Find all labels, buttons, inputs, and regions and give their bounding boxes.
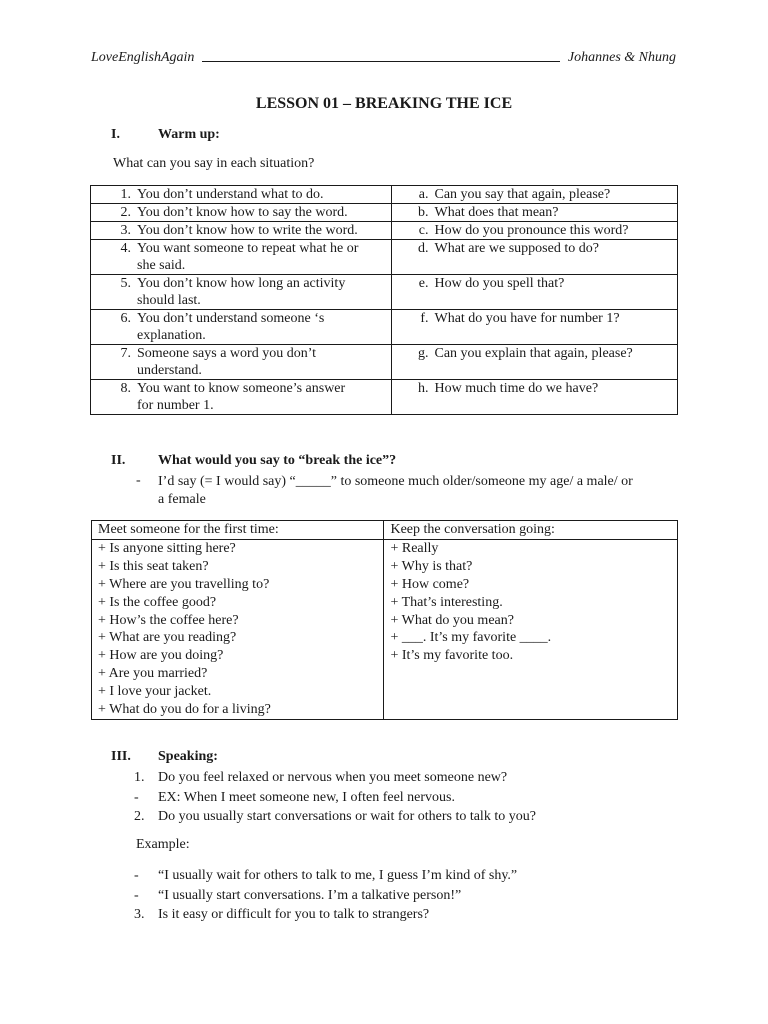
list-item — [134, 905, 674, 925]
warmup-row — [91, 310, 678, 345]
situation-line — [91, 310, 391, 327]
header-rule — [202, 61, 559, 62]
response-cell — [392, 275, 678, 310]
response-line — [392, 345, 677, 362]
response-text: How do you spell that? — [434, 276, 565, 291]
phrase-item: + Really — [390, 540, 439, 556]
col2-phrases — [384, 539, 678, 719]
situation-cell — [91, 186, 392, 204]
response-cell — [392, 310, 678, 345]
response-cell — [392, 186, 678, 204]
situation-text: should last. — [137, 293, 201, 308]
section-1-title-text: Warm up: — [158, 127, 220, 142]
response-letter: f. — [420, 311, 429, 326]
response-letter: d. — [417, 241, 429, 256]
situation-number: 1. — [120, 187, 131, 202]
warmup-table — [90, 185, 678, 415]
section-3-title — [158, 749, 218, 765]
situation-cell — [91, 310, 392, 345]
response-cell — [392, 240, 678, 275]
situation-number — [91, 327, 137, 344]
icebreaker-table — [91, 520, 678, 720]
phrase-item: + ___. It’s my favorite ____. — [390, 630, 552, 646]
situation-line — [91, 257, 391, 274]
list-item — [134, 788, 674, 808]
warmup-row — [91, 186, 678, 204]
icebreaker-body-row — [92, 539, 678, 719]
situation-text: You don’t know how long an activity — [137, 276, 346, 291]
situation-number: 8. — [120, 381, 131, 396]
list-marker: 2. — [134, 809, 145, 824]
situation-number: 2. — [120, 205, 131, 220]
response-line — [392, 240, 677, 257]
section-1-number: I. — [111, 127, 120, 142]
situation-text: You don’t know how to write the word. — [137, 223, 358, 238]
situation-cell — [91, 345, 392, 380]
situation-line — [91, 327, 391, 344]
situation-cell — [91, 275, 392, 310]
header-left-text: LoveEnglishAgain — [91, 50, 195, 65]
situation-line — [91, 204, 391, 221]
icebreaker-header-row — [92, 521, 678, 540]
situation-line — [91, 275, 391, 292]
page-header — [91, 46, 676, 66]
list-item — [134, 866, 674, 886]
section-1-title — [158, 127, 220, 143]
section-2-bullet-line: I’d say (= I would say) “_____” to someone much older/someone my age/ a male/ or — [158, 474, 633, 489]
section-2-bullet-line: a female — [158, 492, 206, 507]
response-cell — [392, 222, 678, 240]
warmup-table-body — [91, 186, 678, 415]
phrase-item: + Are you married? — [98, 666, 208, 682]
list-text: Do you feel relaxed or nervous when you meet someone new? — [158, 770, 508, 785]
warmup-row — [91, 204, 678, 222]
response-text: What do you have for number 1? — [434, 311, 620, 326]
response-line — [392, 204, 677, 221]
situation-cell — [91, 222, 392, 240]
list-item — [134, 807, 674, 827]
phrase-item: + That’s interesting. — [390, 594, 503, 610]
phrase-item: + How’s the coffee here? — [98, 612, 239, 628]
response-text: How do you pronounce this word? — [434, 223, 629, 238]
section-3-number — [111, 749, 131, 765]
phrase-item: + Is the coffee good? — [98, 594, 217, 610]
phrase-item: + What do you mean? — [390, 612, 514, 628]
situation-cell — [91, 240, 392, 275]
list-marker: 1. — [134, 770, 145, 785]
situation-line — [91, 345, 391, 362]
response-cell — [392, 345, 678, 380]
situation-text: You want to know someone’s answer — [137, 381, 346, 396]
response-text: Can you explain that again, please? — [434, 346, 633, 361]
response-text: What does that mean? — [434, 205, 559, 220]
section-2-title-text: What would you say to “break the ice”? — [158, 453, 397, 468]
col2-header: Keep the conversation going: — [384, 521, 678, 540]
situation-number — [91, 362, 137, 379]
situation-line — [91, 380, 391, 397]
situation-number: 6. — [120, 311, 131, 326]
situation-number: 3. — [120, 223, 131, 238]
situation-text: You don’t understand someone ‘s — [137, 311, 325, 326]
section-2-bullet — [158, 473, 678, 509]
section-2-bullet-mark: - — [136, 473, 141, 488]
phrase-item: + It’s my favorite too. — [390, 648, 514, 664]
list-text: Do you usually start conversations or wait for others to talk to you? — [158, 809, 536, 824]
list-marker: - — [134, 887, 139, 903]
situation-line — [91, 240, 391, 257]
list-marker: - — [134, 868, 139, 883]
response-letter: h. — [417, 381, 429, 396]
response-text: How much time do we have? — [434, 381, 599, 396]
situation-cell — [91, 380, 392, 415]
response-letter: b. — [417, 205, 429, 220]
situation-line — [91, 362, 391, 379]
situation-text: she said. — [137, 258, 186, 273]
warmup-row — [91, 222, 678, 240]
list-text: “I usually wait for others to talk to me, I guess I’m kind of shy.” — [158, 868, 518, 883]
situation-text: You don’t understand what to do. — [137, 187, 324, 202]
list-item — [134, 768, 674, 788]
col1-header: Meet someone for the first time: — [92, 521, 384, 540]
situation-text: understand. — [137, 363, 202, 378]
response-cell — [392, 204, 678, 222]
response-text: Can you say that again, please? — [434, 187, 611, 202]
list-marker: 3. — [134, 907, 145, 922]
response-letter: e. — [418, 276, 429, 291]
response-text: What are we supposed to do? — [434, 241, 599, 256]
response-letter: a. — [418, 187, 429, 202]
response-letter: c. — [418, 223, 429, 238]
situation-text: for number 1. — [137, 398, 214, 413]
list-marker: - — [134, 789, 139, 805]
section-2-number-text: II. — [111, 453, 126, 468]
warmup-row — [91, 345, 678, 380]
phrase-item: + How are you doing? — [98, 648, 224, 664]
response-line — [392, 380, 677, 397]
situation-text: Someone says a word you don’t — [137, 346, 316, 361]
response-line — [392, 222, 677, 239]
speaking-examples — [134, 866, 674, 925]
situation-text: You want someone to repeat what he or — [137, 241, 359, 256]
phrase-item: + Where are you travelling to? — [98, 576, 270, 592]
phrase-item: + Why is that? — [390, 558, 473, 574]
warmup-row — [91, 240, 678, 275]
phrase-item: + I love your jacket. — [98, 684, 212, 700]
situation-number: 5. — [120, 276, 131, 291]
situation-cell — [91, 204, 392, 222]
list-text: Is it easy or difficult for you to talk to strangers? — [158, 907, 430, 922]
phrase-item: + What are you reading? — [98, 630, 237, 646]
situation-text: You don’t know how to say the word. — [137, 205, 348, 220]
situation-line — [91, 186, 391, 203]
section-1-heading — [111, 127, 120, 143]
situation-text: explanation. — [137, 328, 206, 343]
response-line — [392, 310, 677, 327]
col1-phrases — [92, 539, 384, 719]
situation-number — [91, 292, 137, 309]
situation-number: 7. — [120, 346, 131, 361]
phrase-item: + Is this seat taken? — [98, 558, 209, 574]
section-3-title-text: Speaking: — [158, 749, 218, 764]
list-text: EX: When I meet someone new, I often feel nervous. — [158, 789, 456, 805]
phrase-item: + Is anyone sitting here? — [98, 540, 236, 556]
situation-line — [91, 222, 391, 239]
header-right-text: Johannes & Nhung — [567, 50, 676, 65]
speaking-questions — [134, 768, 674, 827]
section-1-prompt: What can you say in each situation? — [113, 156, 315, 171]
situation-line — [91, 397, 391, 414]
section-2-number — [111, 453, 125, 469]
situation-number: 4. — [120, 241, 131, 256]
section-3-number-text: III. — [111, 749, 131, 764]
section-2-title — [158, 453, 396, 469]
situation-number — [91, 397, 137, 414]
lesson-title: LESSON 01 – BREAKING THE ICE — [255, 95, 513, 112]
example-label: Example: — [136, 837, 190, 852]
response-line — [392, 275, 677, 292]
list-item — [134, 886, 674, 906]
phrase-item: + How come? — [390, 576, 470, 592]
warmup-row — [91, 380, 678, 415]
phrase-item: + What do you do for a living? — [98, 702, 271, 718]
response-line — [392, 186, 677, 203]
response-letter: g. — [417, 346, 429, 361]
situation-number — [91, 257, 137, 274]
response-cell — [392, 380, 678, 415]
list-text: “I usually start conversations. I’m a talkative person!” — [158, 887, 462, 903]
warmup-row — [91, 275, 678, 310]
situation-line — [91, 292, 391, 309]
